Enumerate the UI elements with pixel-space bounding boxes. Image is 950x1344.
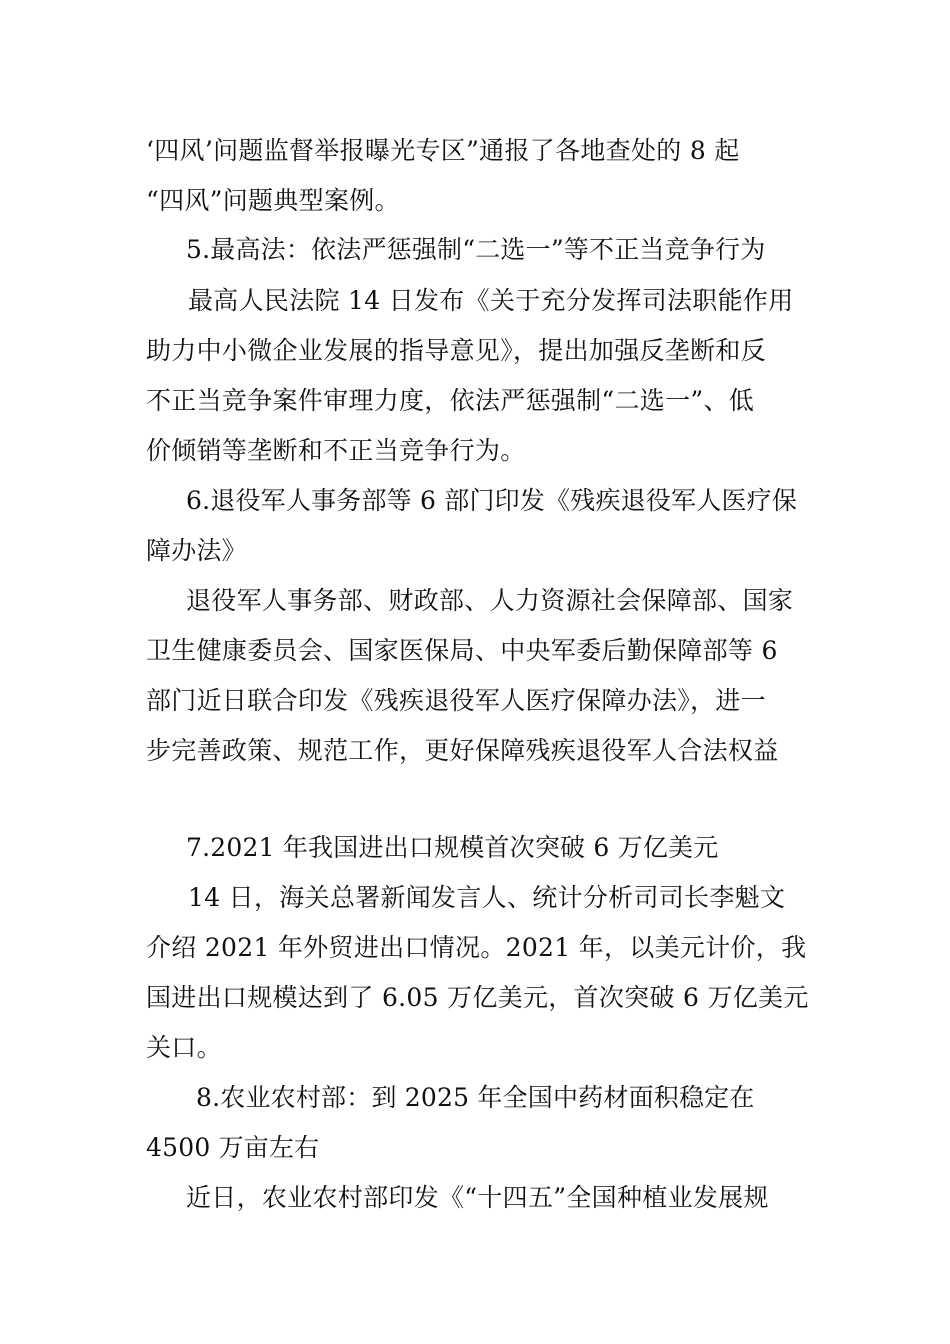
body-text-line: 不正当竞争案件审理力度，依法严惩强制“二选一”、低: [146, 386, 755, 415]
body-text-line: 介绍 2021 年外贸进出口情况。2021 年，以美元计价，我: [146, 933, 807, 962]
body-text-line: 步完善政策、规范工作，更好保障残疾退役军人合法权益: [146, 736, 779, 765]
body-text-line: ‘四风’问题监督举报曝光专区”通报了各地查处的 8 起: [146, 136, 740, 165]
body-text-line: 最高人民法院 14 日发布《关于充分发挥司法职能作用: [188, 286, 794, 315]
body-text-line: 部门近日联合印发《残疾退役军人医疗保障办法》，进一: [146, 686, 767, 715]
body-text-line: 助力中小微企业发展的指导意见》，提出加强反垄断和反: [146, 336, 767, 365]
body-text-line: 卫生健康委员会、国家医保局、中央军委后勤保障部等 6: [146, 636, 778, 665]
body-text-line: 14 日，海关总署新闻发言人、统计分析司司长李魁文: [188, 883, 786, 912]
section-heading: 障办法》: [146, 536, 247, 565]
body-text-line: 关口。: [146, 1033, 222, 1062]
section-heading: 7.2021 年我国进出口规模首次突破 6 万亿美元: [186, 833, 719, 862]
section-heading: 6.退役军人事务部等 6 部门印发《残疾退役军人医疗保: [186, 486, 798, 515]
section-heading: 8.农业农村部：到 2025 年全国中药材面积稳定在: [196, 1083, 755, 1112]
body-text-line: 国进出口规模达到了 6.05 万亿美元，首次突破 6 万亿美元: [146, 983, 809, 1012]
body-text-line: “四风”问题典型案例。: [146, 186, 400, 215]
body-text-line: 近日，农业农村部印发《“十四五”全国种植业发展规: [186, 1183, 769, 1212]
section-heading: 4500 万亩左右: [146, 1133, 320, 1162]
body-text-line: 退役军人事务部、财政部、人力资源社会保障部、国家: [186, 586, 794, 615]
body-text-line: 价倾销等垄断和不正当竞争行为。: [146, 436, 526, 465]
section-heading: 5.最高法：依法严惩强制“二选一”等不正当竞争行为: [186, 235, 766, 264]
